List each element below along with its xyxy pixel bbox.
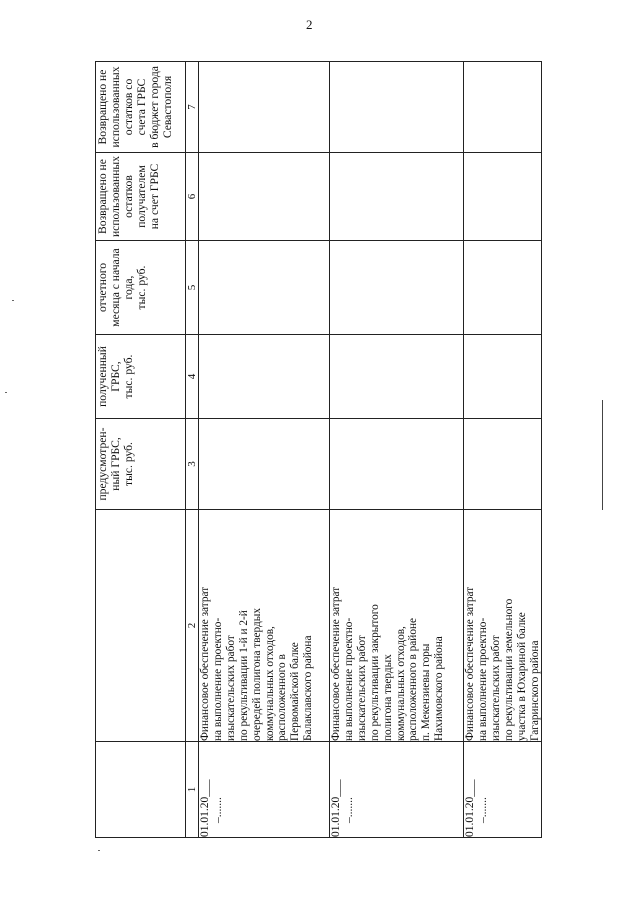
header-cell-7: Возвращено не использованных остатков со счета ГРБС в бюджет города Севастополя <box>96 62 186 153</box>
rotated-table-container <box>95 62 541 838</box>
header-cell-5: отчетного месяца с начала года, тыс. руб. <box>96 241 186 335</box>
date-text: 01.01.20___ <box>330 779 342 837</box>
column-number: 6 <box>186 153 199 241</box>
empty-cell <box>330 241 464 335</box>
table-row <box>464 62 542 838</box>
header-cell-1 <box>96 742 186 838</box>
empty-cell <box>464 241 542 335</box>
empty-cell <box>330 335 464 419</box>
date-text: 01.01.20___ <box>464 779 476 837</box>
empty-cell <box>199 153 330 241</box>
empty-cell <box>464 62 542 153</box>
date-dots: –....... <box>477 797 489 823</box>
header-row <box>96 62 186 838</box>
scan-speck <box>98 850 100 851</box>
description-cell: Финансовое обеспечение затрат на выполнение проектно- изыскательских работ по рекультивации закрытого полигона твердых коммунальных отходов, расположенного в районе п. Мекензиевы горы Нахимовского района <box>330 510 464 742</box>
column-number: 3 <box>186 419 199 510</box>
column-number: 7 <box>186 62 199 153</box>
margin-line <box>602 400 603 510</box>
date-cell <box>199 742 330 838</box>
empty-cell <box>199 419 330 510</box>
empty-cell <box>464 153 542 241</box>
empty-cell <box>464 335 542 419</box>
date-dots: –....... <box>343 797 355 823</box>
header-cell-2 <box>96 510 186 742</box>
page-number: 2 <box>306 17 313 32</box>
empty-cell <box>330 153 464 241</box>
empty-cell <box>199 241 330 335</box>
table-row <box>199 62 330 838</box>
description-cell: Финансовое обеспечение затрат на выполнение проектно- изыскательских работ по рекультивации 1-й и 2-й очередей полигона твердых коммунальных отходов, расположенного в Первомайской балке Балаклавского района <box>199 510 330 742</box>
empty-cell <box>199 335 330 419</box>
empty-cell <box>464 419 542 510</box>
scan-speck <box>5 392 7 393</box>
empty-cell <box>199 62 330 153</box>
date-dots: –....... <box>212 797 224 823</box>
header-cell-6: Возвращено не использованных остатков получателем на счет ГРБС <box>96 153 186 241</box>
report-table <box>95 61 542 838</box>
table-row <box>330 62 464 838</box>
scan-speck <box>12 300 14 301</box>
column-number: 1 <box>186 742 199 838</box>
empty-cell <box>330 419 464 510</box>
header-cell-4: полученный ГРБС, тыс. руб. <box>96 335 186 419</box>
column-number-row <box>186 62 199 838</box>
date-text: 01.01.20___ <box>199 779 211 837</box>
column-number: 5 <box>186 241 199 335</box>
date-cell <box>464 742 542 838</box>
date-cell <box>330 742 464 838</box>
column-number: 4 <box>186 335 199 419</box>
column-number: 2 <box>186 510 199 742</box>
description-cell: Финансовое обеспечение затрат на выполнение проектно- изыскательских работ по рекультивации земельного участка в Юхариной балке Гагаринского района <box>464 510 542 742</box>
empty-cell <box>330 62 464 153</box>
header-cell-3: предусмотрен- ный ГРБС, тыс. руб. <box>96 419 186 510</box>
